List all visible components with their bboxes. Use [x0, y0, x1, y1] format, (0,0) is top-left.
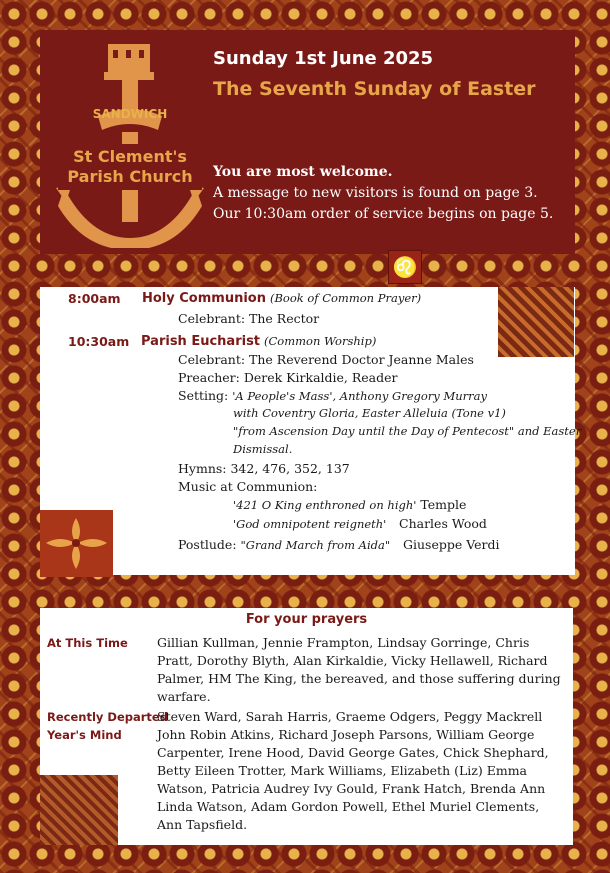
music-composer: Temple	[420, 497, 467, 512]
prayers-panel	[40, 608, 573, 845]
welcome-line-order: Our 10:30am order of service begins on page 5.	[213, 206, 554, 222]
prayers-list: Gillian Kullman, Jennie Frampton, Lindsay Gorringe, Chris Pratt, Dorothy Blyth, Alan Kirkaldie, Vicky Hellawell, Richard Palmer, HM The King, the bereaved, and those suffering during warfare.	[157, 635, 561, 704]
postlude-label: Postlude:	[178, 537, 237, 552]
postlude-composer: Giuseppe Verdi	[403, 537, 500, 552]
service-heading	[141, 333, 376, 349]
service-date: Sunday 1st June 2025	[213, 48, 434, 69]
music-composer: Charles Wood	[399, 516, 487, 531]
service-name: Holy Communion	[142, 291, 266, 306]
music-title: 'God omnipotent reigneth'	[233, 517, 387, 531]
setting-text: Dismissal.	[233, 442, 293, 456]
service-book: (Book of Common Prayer)	[269, 291, 422, 305]
postlude-line	[178, 537, 390, 552]
welcome-heading: You are most welcome.	[213, 164, 393, 180]
service-celebrant: Celebrant: The Rector	[178, 311, 320, 326]
decorative-tile	[40, 510, 113, 577]
prayers-list: Steven Ward, Sarah Harris, Graeme Odgers, Peggy Mackrell John Robin Atkins, Richard Joseph Parsons, William George Carpenter, Irene Hood, David George Gates, Chick Shephard, Betty Eileen Trotter, Mark Williams, Elizabeth (Liz) Emma Watson, Patricia Audrey Ivy Gould, Frank Hatch, Brenda Ann Linda Watson, Adam Gordon Powell, Ethel Muriel Clements, Ann Tapsfield.	[157, 709, 549, 832]
setting-text: with Coventry Gloria, Easter Alleluia (Tone v1)	[233, 406, 506, 420]
header-banner	[40, 30, 575, 254]
services-panel	[40, 287, 582, 575]
service-preacher: Preacher: Derek Kirkaldie, Reader	[178, 370, 398, 385]
music-item	[233, 516, 386, 531]
decorative-tile	[40, 775, 118, 845]
page-title: The Seventh Sunday of Easter	[213, 78, 536, 100]
decorative-tile	[498, 287, 574, 357]
prayers-title: For your prayers	[245, 612, 368, 627]
hymn-numbers: Hymns: 342, 476, 352, 137	[178, 461, 350, 476]
service-name: Parish Eucharist	[141, 334, 261, 349]
church-anchor-logo	[50, 38, 210, 248]
service-book: (Common Worship)	[264, 334, 377, 348]
prayers-label: Recently Departed	[47, 710, 168, 724]
service-heading	[142, 290, 421, 306]
welcome-message	[213, 162, 553, 225]
service-time: 10:30am	[68, 334, 130, 349]
service-celebrant: Celebrant: The Reverend Doctor Jeanne Males	[178, 352, 474, 367]
postlude-title: "Grand March from Aida"	[240, 538, 391, 552]
welcome-line-visitors: A message to new visitors is found on page 3.	[213, 185, 538, 201]
heraldic-lion-icon: ♌	[388, 250, 422, 284]
setting-text: 'A People's Mass', Anthony Gregory Murray	[232, 389, 487, 403]
setting-label: Setting:	[178, 388, 229, 403]
setting-line	[178, 388, 487, 403]
music-title: '421 O King enthroned on high'	[233, 498, 417, 512]
setting-text: "from Ascension Day until the Day of Pentecost" and Easter	[233, 424, 582, 438]
music-item	[233, 497, 466, 512]
logo-name-line2: Parish Church	[67, 167, 193, 186]
prayers-label: At This Time	[47, 636, 128, 650]
prayers-label: Year's Mind	[47, 728, 122, 742]
logo-name-line1: St Clement's	[73, 147, 187, 166]
logo-top-text: SANDWICH	[92, 107, 168, 121]
service-time: 8:00am	[68, 291, 121, 306]
music-label: Music at Communion:	[178, 479, 318, 494]
